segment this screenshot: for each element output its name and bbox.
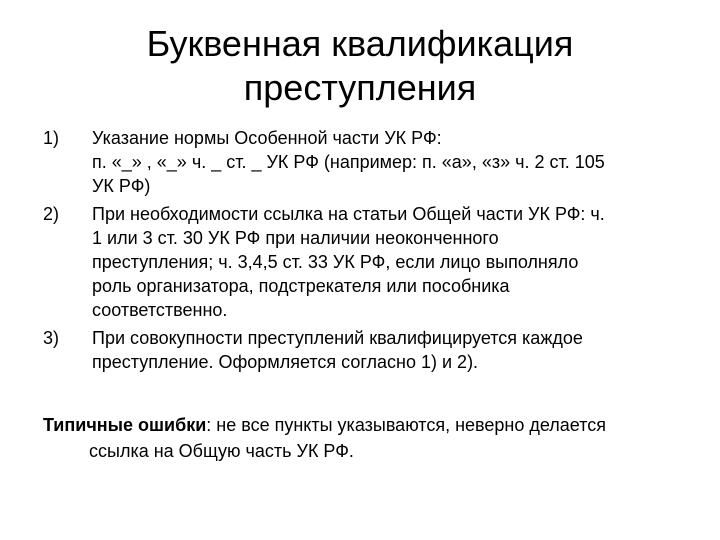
- item-text-line: преступления; ч. 3,4,5 ст. 33 УК РФ, если лицо выполняло: [92, 252, 579, 272]
- numbered-list: [43, 126, 703, 378]
- title-line-1: Буквенная квалификация: [146, 23, 574, 64]
- list-item: [43, 326, 703, 374]
- item-text-line: 1 или 3 ст. 30 УК РФ при наличии неоконченного: [92, 228, 499, 248]
- item-number: 3): [43, 328, 60, 348]
- note-text-line: : не все пункты указываются, неверно делается: [206, 415, 607, 435]
- typical-errors-note: [43, 412, 693, 464]
- item-text-line: роль организатора, подстрекателя или пособника: [92, 276, 510, 296]
- item-number: 2): [43, 204, 60, 224]
- page-title: [90, 22, 630, 110]
- item-text-line: п. «_» , «_» ч. _ ст. _ УК РФ (например: п. «а», «з» ч. 2 ст. 105: [92, 152, 605, 172]
- item-text-line: При необходимости ссылка на статьи Общей части УК РФ: ч.: [92, 204, 605, 224]
- note-text-line: ссылка на Общую часть УК РФ.: [89, 441, 354, 461]
- item-text: [92, 202, 703, 322]
- list-item: [43, 126, 703, 198]
- item-number: 1): [43, 128, 60, 148]
- item-text: [92, 326, 703, 374]
- item-text-line: преступление. Оформляется согласно 1) и 2).: [92, 352, 479, 372]
- note-label: Типичные ошибки: [43, 415, 207, 435]
- item-text-line: При совокупности преступлений квалифицируется каждое: [92, 328, 583, 348]
- list-item: [43, 202, 703, 322]
- title-line-2: преступления: [243, 67, 477, 108]
- item-text-line: УК РФ): [92, 176, 151, 196]
- item-text-line: соответственно.: [92, 300, 228, 320]
- item-text-line: Указание нормы Особенной части УК РФ:: [92, 128, 442, 148]
- item-text: [92, 126, 703, 198]
